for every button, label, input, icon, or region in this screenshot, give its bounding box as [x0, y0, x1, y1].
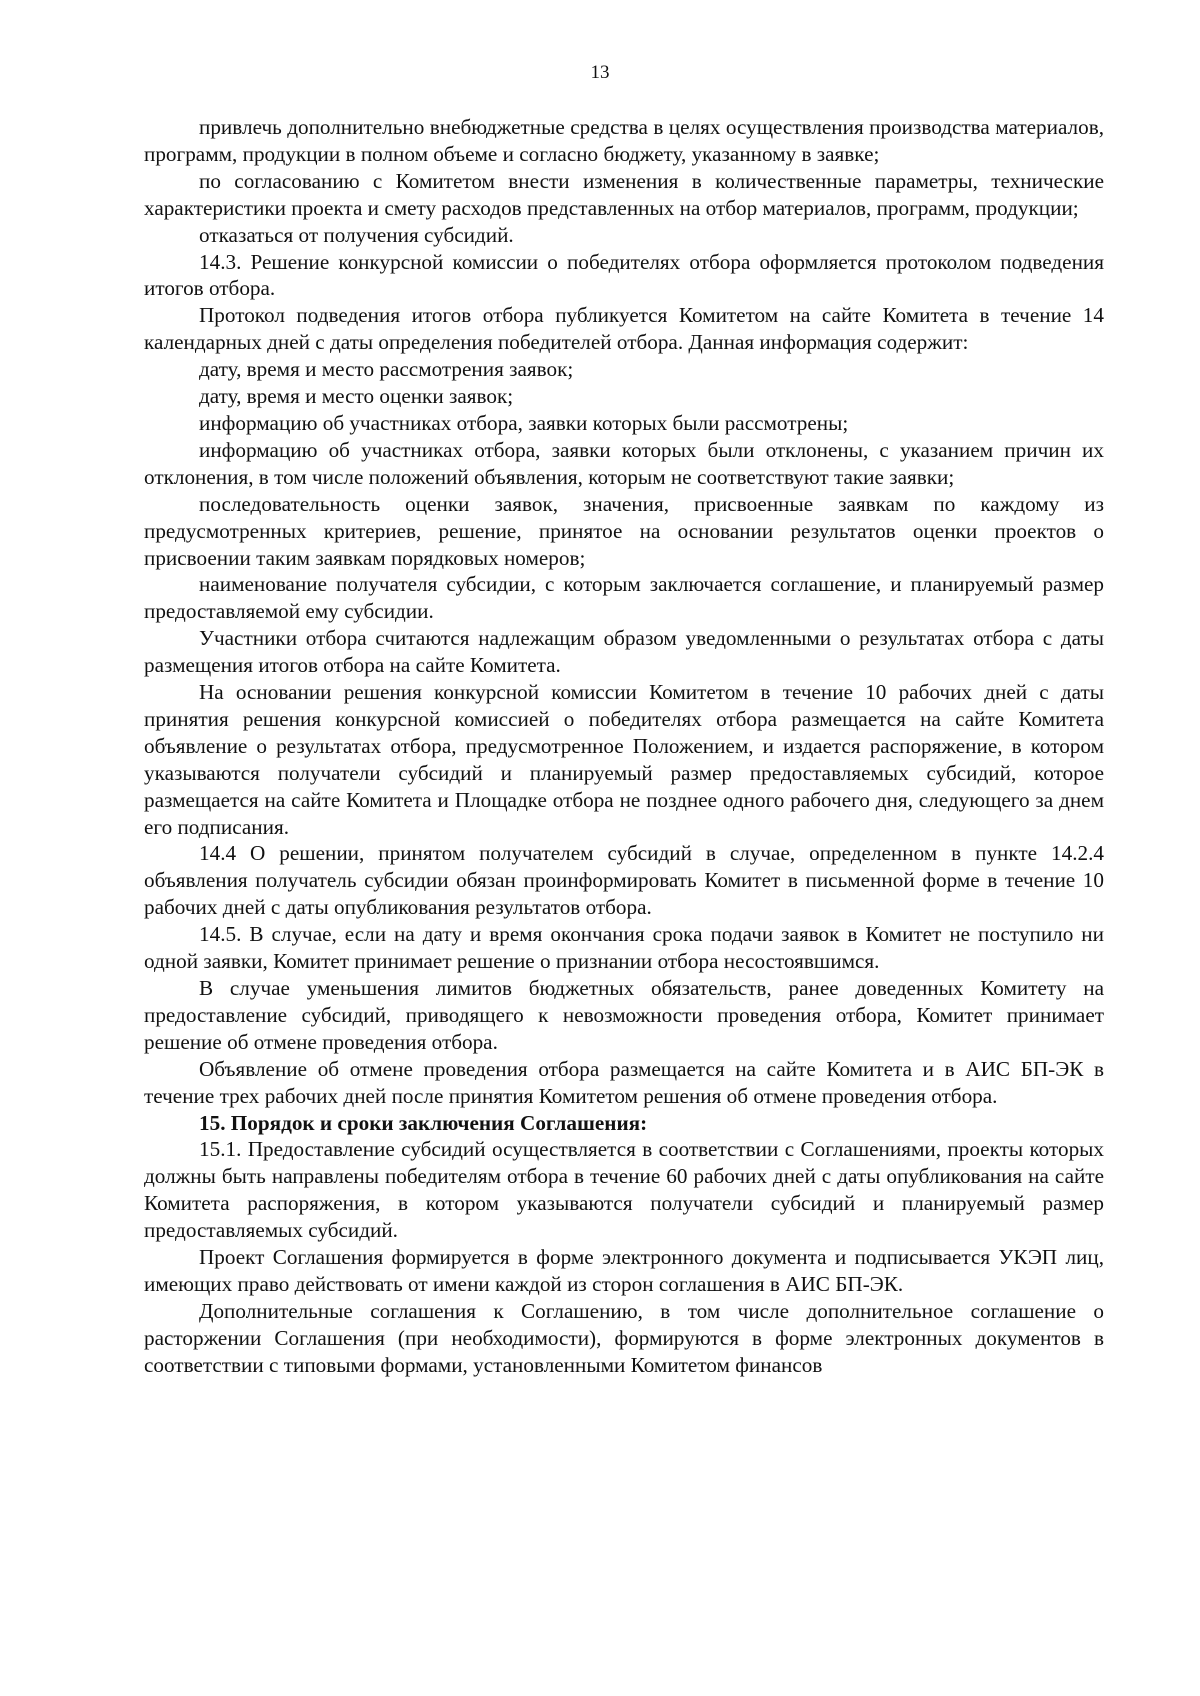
list-item: информацию об участниках отбора, заявки которых были рассмотрены; [199, 410, 849, 435]
paragraph: 14.3. Решение конкурсной комиссии о победителях отбора оформляется протоколом подведения итогов отбора. [144, 249, 1104, 301]
paragraph: 14.4 О решении, принятом получателем субсидий в случае, определенном в пункте 14.2.4 объявления получатель субсидии обязан проинформировать Комитет в письменной форме в течение 10 рабочих дней с даты опубликования результатов отбора. [144, 841, 1104, 920]
section-heading: 15. Порядок и сроки заключения Соглашения: [199, 1110, 648, 1135]
paragraph: отказаться от получения субсидий. [199, 222, 514, 247]
page-number: 13 [590, 62, 610, 83]
paragraph: привлечь дополнительно внебюджетные средства в целях осуществления производства материалов, программ, продукции в полном объеме и согласно бюджету, указанному в заявке; [144, 115, 1104, 166]
list-item: последовательность оценки заявок, значения, присвоенные заявкам по каждому из предусмотренных критериев, решение, принятое на основании результатов оценки проектов о присвоении таким заявкам порядковых номеров; [144, 491, 1104, 570]
document-body [144, 114, 1104, 1379]
paragraph: Объявление об отмене проведения отбора размещается на сайте Комитета и в АИС БП-ЭК в течение трех рабочих дней после принятия Комитетом решения об отмене проведения отбора. [144, 1056, 1104, 1108]
paragraph: по согласованию с Комитетом внести изменения в количественные параметры, технические характеристики проекта и смету расходов представленных на отбор материалов, программ, продукции; [144, 168, 1104, 220]
paragraph: В случае уменьшения лимитов бюджетных обязательств, ранее доведенных Комитету на предоставление субсидий, приводящего к невозможности проведения отбора, Комитет принимает решение об отмене проведения отбора. [144, 976, 1104, 1054]
paragraph: Участники отбора считаются надлежащим образом уведомленными о результатах отбора с даты размещения итогов отбора на сайте Комитета. [144, 626, 1104, 678]
paragraph: На основании решения конкурсной комиссии Комитетом в течение 10 рабочих дней с даты принятия решения конкурсной комиссией о победителях отбора размещается на сайте Комитета объявление о результатах отбора, предусмотренное Положением, и издается распоряжение, в котором указываются получатели субсидий и планируемый размер предоставляемых субсидий, которое размещается на сайте Комитета и Площадке отбора не позднее одного рабочего дня, следующего за днем его подписания. [144, 680, 1104, 839]
paragraph: 14.5. В случае, если на дату и время окончания срока подачи заявок в Комитет не поступило ни одной заявки, Комитет принимает решение о признании отбора несостоявшимся. [144, 922, 1104, 974]
list-item: дату, время и место оценки заявок; [199, 384, 514, 409]
paragraph: Дополнительные соглашения к Соглашению, в том числе дополнительное соглашение о расторжении Соглашения (при необходимости), формируются в форме электронных документов в соответствии с типовыми формами, установленными Комитетом финансов [144, 1298, 1104, 1377]
list-item: дату, время и место рассмотрения заявок; [199, 357, 574, 382]
list-item: информацию об участниках отбора, заявки которых были отклонены, с указанием причин их отклонения, в том числе положений объявления, которым не соответствуют такие заявки; [144, 437, 1104, 489]
paragraph: 15.1. Предоставление субсидий осуществляется в соответствии с Соглашениями, проекты которых должны быть направлены победителям отбора в течение 60 рабочих дней с даты опубликования на сайте Комитета распоряжения, в котором указываются получатели субсидий и планируемый размер предоставляемых субсидий. [144, 1137, 1104, 1243]
paragraph: Протокол подведения итогов отбора публикуется Комитетом на сайте Комитета в течение 14 календарных дней с даты определения победителей отбора. Данная информация содержит: [144, 303, 1104, 355]
list-item: наименование получателя субсидии, с которым заключается соглашение, и планируемый размер предоставляемой ему субсидии. [144, 572, 1104, 624]
paragraph: Проект Соглашения формируется в форме электронного документа и подписывается УКЭП лиц, имеющих право действовать от имени каждой из сторон соглашения в АИС БП-ЭК. [144, 1245, 1104, 1296]
